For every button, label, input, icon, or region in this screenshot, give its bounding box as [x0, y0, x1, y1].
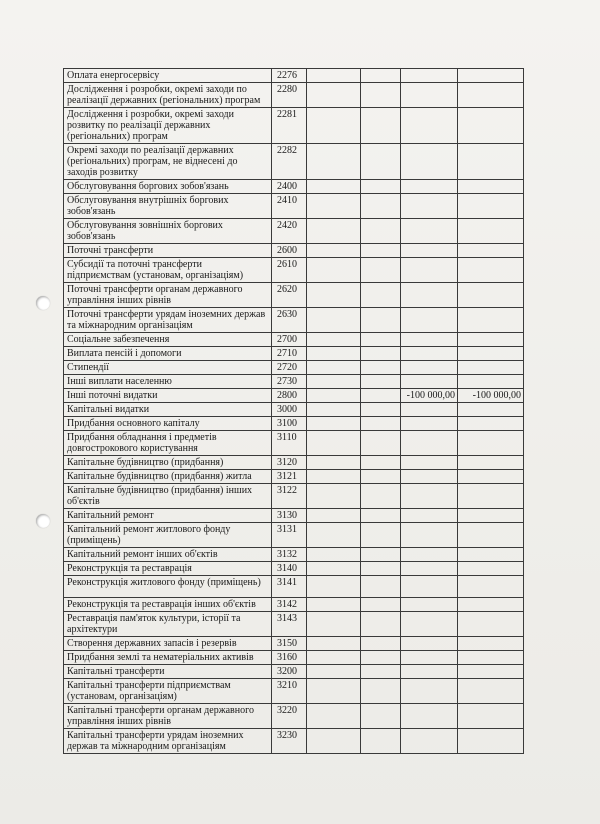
- value-cell-3: [401, 598, 458, 612]
- expense-name-cell: Капітальне будівництво (придбання) інших об'єктів: [64, 484, 272, 509]
- expense-name-cell: Виплата пенсій і допомоги: [64, 347, 272, 361]
- value-cell-1: [307, 417, 361, 431]
- table-row: [64, 456, 524, 470]
- expense-name-cell: Поточні трансферти: [64, 244, 272, 258]
- value-cell-3: [401, 637, 458, 651]
- value-cell-4: [458, 219, 524, 244]
- value-cell-3: [401, 403, 458, 417]
- value-cell-3: [401, 612, 458, 637]
- table-row: [64, 484, 524, 509]
- value-cell-1: [307, 69, 361, 83]
- table-row: [64, 308, 524, 333]
- value-cell-3: [401, 523, 458, 548]
- value-cell-4: [458, 523, 524, 548]
- expense-code-cell: 3140: [272, 562, 307, 576]
- value-cell-2: [361, 651, 401, 665]
- value-cell-1: [307, 375, 361, 389]
- table-row: [64, 375, 524, 389]
- value-cell-3: [401, 417, 458, 431]
- value-cell-2: [361, 375, 401, 389]
- value-cell-1: [307, 612, 361, 637]
- value-cell-1: [307, 283, 361, 308]
- value-cell-4: [458, 144, 524, 180]
- value-cell-4: [458, 456, 524, 470]
- value-cell-3: [401, 69, 458, 83]
- value-cell-4: [458, 403, 524, 417]
- table-row: [64, 244, 524, 258]
- expense-code-cell: 3121: [272, 470, 307, 484]
- value-cell-2: [361, 180, 401, 194]
- value-cell-1: [307, 651, 361, 665]
- expense-name-cell: Обслуговування боргових зобов'язань: [64, 180, 272, 194]
- value-cell-3: [401, 456, 458, 470]
- expense-name-cell: Оплата енергосервісу: [64, 69, 272, 83]
- value-cell-4: [458, 576, 524, 598]
- table-row: [64, 431, 524, 456]
- value-cell-4: [458, 665, 524, 679]
- value-cell-2: [361, 108, 401, 144]
- table-row: [64, 651, 524, 665]
- table-row: [64, 417, 524, 431]
- value-cell-1: [307, 180, 361, 194]
- value-cell-4: [458, 548, 524, 562]
- expense-code-cell: 2720: [272, 361, 307, 375]
- expense-name-cell: Капітальний ремонт інших об'єктів: [64, 548, 272, 562]
- expense-name-cell: Капітальний ремонт: [64, 509, 272, 523]
- expense-code-cell: 3150: [272, 637, 307, 651]
- value-cell-2: [361, 665, 401, 679]
- value-cell-4: [458, 470, 524, 484]
- expense-name-cell: Реконструкція та реставрація інших об'єктів: [64, 598, 272, 612]
- value-cell-4: [458, 180, 524, 194]
- table-row: [64, 69, 524, 83]
- value-cell-3: [401, 470, 458, 484]
- expense-code-cell: 2420: [272, 219, 307, 244]
- value-cell-2: [361, 361, 401, 375]
- expense-code-cell: 3230: [272, 729, 307, 754]
- value-cell-1: [307, 523, 361, 548]
- table-row: [64, 612, 524, 637]
- value-cell-1: [307, 244, 361, 258]
- value-cell-4: [458, 283, 524, 308]
- value-cell-3: [401, 308, 458, 333]
- value-cell-2: [361, 69, 401, 83]
- expense-code-cell: 3142: [272, 598, 307, 612]
- value-cell-1: [307, 562, 361, 576]
- table-row: [64, 729, 524, 754]
- expense-code-cell: 3210: [272, 679, 307, 704]
- value-cell-1: [307, 347, 361, 361]
- value-cell-4: [458, 244, 524, 258]
- table-row: [64, 219, 524, 244]
- value-cell-3: [401, 283, 458, 308]
- value-cell-4: [458, 484, 524, 509]
- expense-code-cell: 3141: [272, 576, 307, 598]
- value-cell-1: [307, 598, 361, 612]
- expense-name-cell: Інші поточні видатки: [64, 389, 272, 403]
- expense-name-cell: Капітальні трансферти органам державного управління інших рівнів: [64, 704, 272, 729]
- value-cell-2: [361, 347, 401, 361]
- value-cell-4: [458, 562, 524, 576]
- value-cell-2: [361, 509, 401, 523]
- table-row: [64, 576, 524, 598]
- expense-code-cell: 2280: [272, 83, 307, 108]
- value-cell-1: [307, 548, 361, 562]
- value-cell-3: [401, 333, 458, 347]
- value-cell-3: [401, 576, 458, 598]
- value-cell-3: [401, 548, 458, 562]
- table-row: [64, 347, 524, 361]
- value-cell-1: [307, 333, 361, 347]
- value-cell-2: [361, 548, 401, 562]
- value-cell-1: [307, 470, 361, 484]
- table-row: [64, 333, 524, 347]
- table-row: [64, 470, 524, 484]
- value-cell-1: [307, 389, 361, 403]
- value-cell-3: [401, 83, 458, 108]
- value-cell-1: [307, 456, 361, 470]
- value-cell-2: [361, 470, 401, 484]
- value-cell-2: [361, 389, 401, 403]
- table-row: [64, 665, 524, 679]
- value-cell-2: [361, 704, 401, 729]
- value-cell-1: [307, 108, 361, 144]
- value-cell-2: [361, 576, 401, 598]
- expense-code-cell: 2700: [272, 333, 307, 347]
- value-cell-3: [401, 244, 458, 258]
- value-cell-2: [361, 308, 401, 333]
- expense-name-cell: Капітальні трансферти підприємствам (установам, організаціям): [64, 679, 272, 704]
- expense-code-cell: 3120: [272, 456, 307, 470]
- value-cell-1: [307, 729, 361, 754]
- expense-name-cell: Субсидії та поточні трансферти підприємствам (установам, організаціям): [64, 258, 272, 283]
- value-cell-1: [307, 308, 361, 333]
- table-row: [64, 180, 524, 194]
- value-cell-2: [361, 456, 401, 470]
- value-cell-2: [361, 244, 401, 258]
- value-cell-2: [361, 194, 401, 219]
- value-cell-1: [307, 431, 361, 456]
- value-cell-2: [361, 417, 401, 431]
- value-cell-3: [401, 562, 458, 576]
- expense-code-cell: 3122: [272, 484, 307, 509]
- value-cell-3: [401, 258, 458, 283]
- value-cell-4: [458, 431, 524, 456]
- table-row: [64, 144, 524, 180]
- expense-code-cell: 2710: [272, 347, 307, 361]
- expense-name-cell: Капітальне будівництво (придбання): [64, 456, 272, 470]
- expense-code-cell: 2410: [272, 194, 307, 219]
- value-cell-2: [361, 637, 401, 651]
- value-cell-3: [401, 704, 458, 729]
- expense-code-cell: 2276: [272, 69, 307, 83]
- expense-code-cell: 2620: [272, 283, 307, 308]
- table-row: [64, 548, 524, 562]
- expense-code-cell: 2600: [272, 244, 307, 258]
- value-cell-4: [458, 308, 524, 333]
- value-cell-1: [307, 704, 361, 729]
- value-cell-3: [401, 219, 458, 244]
- expense-code-cell: 3110: [272, 431, 307, 456]
- expense-name-cell: Капітальні трансферти: [64, 665, 272, 679]
- expense-code-cell: 3132: [272, 548, 307, 562]
- expense-code-cell: 2282: [272, 144, 307, 180]
- value-cell-1: [307, 258, 361, 283]
- expense-name-cell: Поточні трансферти органам державного управління інших рівнів: [64, 283, 272, 308]
- value-cell-4: [458, 194, 524, 219]
- value-cell-3: -100 000,00: [401, 389, 458, 403]
- value-cell-3: [401, 194, 458, 219]
- expense-code-cell: 3131: [272, 523, 307, 548]
- value-cell-1: [307, 679, 361, 704]
- expense-name-cell: Реконструкція житлового фонду (приміщень): [64, 576, 272, 598]
- expense-name-cell: Соціальне забезпечення: [64, 333, 272, 347]
- value-cell-1: [307, 637, 361, 651]
- value-cell-1: [307, 219, 361, 244]
- value-cell-4: [458, 83, 524, 108]
- table-row: [64, 258, 524, 283]
- value-cell-1: [307, 509, 361, 523]
- value-cell-4: [458, 651, 524, 665]
- expense-name-cell: Інші виплати населенню: [64, 375, 272, 389]
- expense-name-cell: Стипендії: [64, 361, 272, 375]
- value-cell-4: [458, 679, 524, 704]
- expense-name-cell: Капітальні видатки: [64, 403, 272, 417]
- value-cell-2: [361, 258, 401, 283]
- expense-name-cell: Дослідження і розробки, окремі заходи по реалізації державних (регіональних) програм: [64, 83, 272, 108]
- table-row: [64, 194, 524, 219]
- expense-name-cell: Капітальний ремонт житлового фонду (приміщень): [64, 523, 272, 548]
- expense-name-cell: Реставрація пам'яток культури, історії та архітектури: [64, 612, 272, 637]
- value-cell-1: [307, 484, 361, 509]
- value-cell-3: [401, 651, 458, 665]
- value-cell-3: [401, 679, 458, 704]
- value-cell-2: [361, 729, 401, 754]
- table-row: [64, 361, 524, 375]
- table-row: [64, 637, 524, 651]
- value-cell-2: [361, 484, 401, 509]
- value-cell-2: [361, 598, 401, 612]
- value-cell-1: [307, 144, 361, 180]
- value-cell-4: [458, 598, 524, 612]
- value-cell-3: [401, 431, 458, 456]
- punch-hole-bottom: [36, 514, 50, 528]
- value-cell-1: [307, 403, 361, 417]
- value-cell-2: [361, 333, 401, 347]
- value-cell-2: [361, 431, 401, 456]
- value-cell-4: [458, 509, 524, 523]
- punch-hole-top: [36, 296, 50, 310]
- expense-code-cell: 3220: [272, 704, 307, 729]
- expense-name-cell: Капітальні трансферти урядам іноземних держав та міжнародним організаціям: [64, 729, 272, 754]
- expense-code-cell: 2630: [272, 308, 307, 333]
- expense-code-cell: 2800: [272, 389, 307, 403]
- value-cell-4: [458, 69, 524, 83]
- value-cell-3: [401, 144, 458, 180]
- value-cell-4: [458, 729, 524, 754]
- value-cell-4: [458, 258, 524, 283]
- value-cell-2: [361, 403, 401, 417]
- value-cell-1: [307, 194, 361, 219]
- expense-name-cell: Поточні трансферти урядам іноземних держав та міжнародним організаціям: [64, 308, 272, 333]
- expense-code-cell: 3160: [272, 651, 307, 665]
- value-cell-2: [361, 612, 401, 637]
- value-cell-2: [361, 283, 401, 308]
- value-cell-4: [458, 612, 524, 637]
- value-cell-2: [361, 83, 401, 108]
- value-cell-2: [361, 523, 401, 548]
- table-row: [64, 523, 524, 548]
- value-cell-4: [458, 375, 524, 389]
- value-cell-3: [401, 361, 458, 375]
- expense-code-cell: 3200: [272, 665, 307, 679]
- value-cell-3: [401, 484, 458, 509]
- expense-name-cell: Окремі заходи по реалізації державних (регіональних) програм, не віднесені до заходів розвитку: [64, 144, 272, 180]
- expense-name-cell: Створення державних запасів і резервів: [64, 637, 272, 651]
- table-row: [64, 509, 524, 523]
- table-row: [64, 704, 524, 729]
- value-cell-3: [401, 180, 458, 194]
- value-cell-2: [361, 679, 401, 704]
- table-row: [64, 83, 524, 108]
- value-cell-2: [361, 144, 401, 180]
- table-row: [64, 389, 524, 403]
- expense-code-cell: 2281: [272, 108, 307, 144]
- value-cell-4: [458, 637, 524, 651]
- value-cell-3: [401, 375, 458, 389]
- expense-code-cell: 3143: [272, 612, 307, 637]
- expense-name-cell: Дослідження і розробки, окремі заходи розвитку по реалізації державних (регіональних) програм: [64, 108, 272, 144]
- table-row: [64, 403, 524, 417]
- table-row: [64, 562, 524, 576]
- expense-code-cell: 2400: [272, 180, 307, 194]
- value-cell-4: [458, 333, 524, 347]
- expense-code-cell: 3130: [272, 509, 307, 523]
- table-row: [64, 108, 524, 144]
- value-cell-4: [458, 361, 524, 375]
- value-cell-4: [458, 704, 524, 729]
- value-cell-4: [458, 417, 524, 431]
- value-cell-3: [401, 347, 458, 361]
- value-cell-1: [307, 83, 361, 108]
- budget-expenditure-table: [63, 68, 524, 754]
- expense-code-cell: 3100: [272, 417, 307, 431]
- expense-name-cell: Придбання землі та нематеріальних активів: [64, 651, 272, 665]
- table-row: [64, 679, 524, 704]
- value-cell-2: [361, 562, 401, 576]
- value-cell-1: [307, 665, 361, 679]
- expense-name-cell: Обслуговування зовнішніх боргових зобов'язань: [64, 219, 272, 244]
- value-cell-3: [401, 108, 458, 144]
- expense-code-cell: 3000: [272, 403, 307, 417]
- value-cell-4: -100 000,00: [458, 389, 524, 403]
- expense-name-cell: Капітальне будівництво (придбання) житла: [64, 470, 272, 484]
- table-row: [64, 598, 524, 612]
- value-cell-3: [401, 509, 458, 523]
- table-row: [64, 283, 524, 308]
- expense-name-cell: Придбання основного капіталу: [64, 417, 272, 431]
- value-cell-1: [307, 576, 361, 598]
- value-cell-4: [458, 108, 524, 144]
- table-body: [64, 69, 524, 754]
- expense-code-cell: 2610: [272, 258, 307, 283]
- expense-code-cell: 2730: [272, 375, 307, 389]
- value-cell-1: [307, 361, 361, 375]
- expense-name-cell: Обслуговування внутрішніх боргових зобов'язань: [64, 194, 272, 219]
- value-cell-3: [401, 729, 458, 754]
- expense-name-cell: Реконструкція та реставрація: [64, 562, 272, 576]
- value-cell-3: [401, 665, 458, 679]
- value-cell-4: [458, 347, 524, 361]
- expense-name-cell: Придбання обладнання і предметів довгострокового користування: [64, 431, 272, 456]
- value-cell-2: [361, 219, 401, 244]
